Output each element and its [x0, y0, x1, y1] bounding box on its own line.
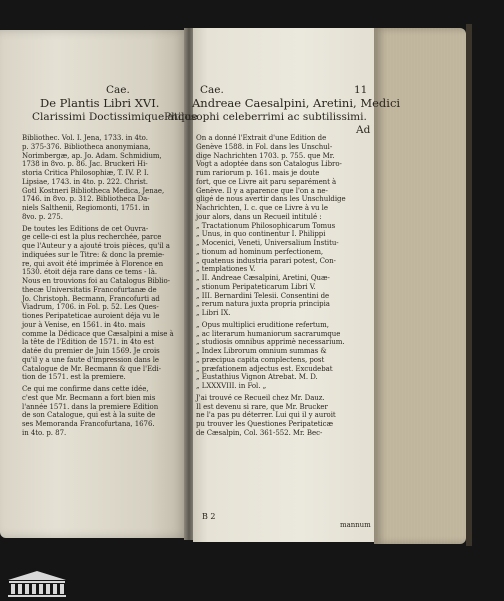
text-line: Norimbergæ, ap. Jo. Adam. Schmidium, — [22, 151, 162, 160]
text-line: gligé de nous avertir dans les Unschuldige — [196, 195, 346, 204]
text-line: ge celle-ci est la plus recherchée, parce — [22, 233, 162, 242]
text-line: dige Nachrichten 1703. p. 755. que Mr. — [196, 151, 335, 160]
signature-mark: B 2 — [202, 512, 216, 521]
text-line: jour à Venise, en 1561. in 4to. mais — [22, 320, 146, 329]
text-line: „ rerum natura juxta propria principia — [196, 300, 330, 309]
library-logo — [6, 570, 68, 598]
text-line: De toutes les Editions de cet Ouvra- — [22, 224, 149, 233]
text-line: thecæ Universitatis Francofurtanæ de — [22, 285, 157, 294]
text-line: Genève. Il y a aparence que l'on a ne- — [196, 186, 328, 195]
text-line: „ Tractationum Philosophicarum Tomus — [196, 221, 336, 230]
right-title-line: Andreae Caesalpini, Aretini, Medici — [192, 96, 401, 110]
text-line: de son Catalogue, qui est à la suite de — [22, 411, 156, 420]
text-line: pu trouver les Questiones Peripateticæ — [196, 420, 334, 428]
text-line: J'ai trouvé ce Recueil chez Mr. Dauz. — [196, 393, 325, 402]
right-running-head: Cae. — [200, 84, 224, 96]
text-line: rum rariorum p. 161. mais je doute — [196, 169, 320, 177]
text-line: 1738 in 8vo. p. 86. Jac. Bruckeri Hi- — [22, 160, 148, 169]
text-line: Nachrichten, I. c. que ce Livre à vu le — [196, 204, 328, 212]
text-line: niels Salthenii, Regiomonti, 1751. in — [22, 204, 150, 212]
text-line: indiquées sur le Titre: & donc la premie- — [22, 250, 165, 259]
text-line: 8vo. p. 275. — [22, 212, 63, 221]
text-line: Lipsiae, 1743. in 4to. p. 222. Christ. — [22, 177, 148, 186]
text-line: Gotl Kostneri Bibliotheca Medica, Jenae, — [22, 186, 165, 195]
text-line: storia Critica Philosophiæ, T. IV. P. I. — [22, 169, 149, 177]
text-line: tiones Peripateticae auroient déja vu le — [22, 312, 160, 320]
text-line: „ præfationem adjectus est. Excudebat — [196, 364, 333, 373]
text-line: Ce qui me confirme dans cette idée, — [22, 385, 149, 393]
text-line: „ tionum ad hominum perfectionem, — [196, 247, 324, 256]
text-line: „ LXXXVIII. in Fol. „ — [196, 382, 267, 390]
text-line: de Cæsalpin, Col. 361-552. Mr. Bec- — [196, 428, 323, 437]
text-line: Il est devenu si rare, que Mr. Brucker — [196, 402, 328, 411]
text-line: fort, que ce Livre ait paru separément à — [196, 177, 337, 186]
text-line: in 4to. p. 87. — [22, 428, 67, 437]
catchword: mannum — [340, 521, 371, 529]
text-line: „ Eustathius Vignon Atrebat. M. D. — [196, 373, 318, 382]
left-subtitle-line: Clarissimi Doctissimique atque — [32, 111, 198, 123]
text-line: „ stionum Peripateticarum Libri V. — [196, 282, 316, 291]
text-line: 1530. étoit déja rare dans ce tems - là. — [22, 268, 158, 277]
text-line: „ Mocenici, Veneti, Universalium Institu- — [196, 239, 339, 247]
text-line: Catalogue de Mr. Becmann & que l'Edi- — [22, 364, 161, 373]
text-line: que l'Auteur y a ajouté trois pièces, qu'il a — [22, 242, 170, 250]
text-line: datée du premier de Juin 1569. Je crois — [22, 347, 160, 355]
text-line: „ templationes V. — [196, 265, 256, 274]
text-line: Viadrum, 1706. in Fol. p. 52. Les Ques- — [22, 303, 159, 312]
right-subtitle-line: Philosophi celeberrimi ac subtilissimi. — [164, 111, 367, 123]
right-catchword-top: Ad — [356, 124, 371, 136]
text-line: jour alors, dans un Recueil intitulé : — [196, 212, 322, 221]
text-line: ses Memoranda Francofurtana, 1676. — [22, 420, 155, 428]
page-number: 11 — [354, 84, 368, 96]
text-line: „ ac literarum humaniorum sacrarumque — [196, 329, 341, 338]
text-line: „ præcipua capita complectens, post — [196, 355, 325, 364]
text-line: ne l'a pas pu déterrer. Lui qui il y auroit — [196, 411, 336, 420]
text-line: re, qui avoit été imprimée à Florence en — [22, 259, 164, 268]
text-line: 1746. in 8vo. p. 312. Bibliotheca Da- — [22, 195, 150, 204]
text-line: p. 375-376. Bibliotheca anonymiana, — [22, 142, 151, 151]
text-line: „ studiosis omnibus apprimè necessarium. — [196, 338, 345, 347]
text-line: c'est que Mr. Becmann a fort bien mis — [22, 393, 156, 402]
text-line: Genève 1588. in Fol. dans les Unschul- — [196, 142, 333, 151]
left-title-line: De Plantis Libri XVI. — [40, 96, 160, 110]
footer-bar — [0, 567, 504, 601]
text-line: la tête de l'Edition de 1571. in 4to est — [22, 338, 154, 347]
book-cover-edge — [466, 24, 472, 546]
text-line: Bibliothec. Vol. I. Jena, 1733. in 4to. — [22, 134, 148, 142]
text-line: On a donné l'Extrait d'une Edition de — [196, 134, 327, 142]
text-line: l'année 1571. dans la premiere Edition — [22, 402, 159, 411]
text-line: „ III. Bernardini Telesii. Consentini de — [196, 291, 330, 300]
text-line: Jo. Christoph. Becmann, Francofurti ad — [22, 294, 160, 303]
text-line: tion de 1571. est la premiere. — [22, 373, 126, 382]
text-line: „ quatenus industria parari potest, Con- — [196, 256, 336, 265]
left-running-head: Cae. — [106, 84, 130, 96]
text-line: Vogt a adoptée dans son Catalogus Libro- — [196, 160, 342, 169]
text-line: „ Index Librorum omnium summas & — [196, 347, 327, 355]
text-line: qu'il y a une faute d'impression dans le — [22, 355, 160, 364]
text-line: „ Unus, in quo continentur I. Philippi — [196, 230, 326, 239]
text-line: „ II. Andreae Cæsalpini, Aretini, Quæ- — [196, 274, 330, 282]
text-line: Nous en trouvions foi au Catalogus Biblio- — [22, 277, 170, 285]
text-line: „ Opus multiplici eruditione refertum, — [196, 320, 329, 329]
text-line: „ Libri IX. — [196, 309, 231, 317]
text-line: comme la Dédicace que Cæsalpini a mise à — [22, 329, 174, 338]
